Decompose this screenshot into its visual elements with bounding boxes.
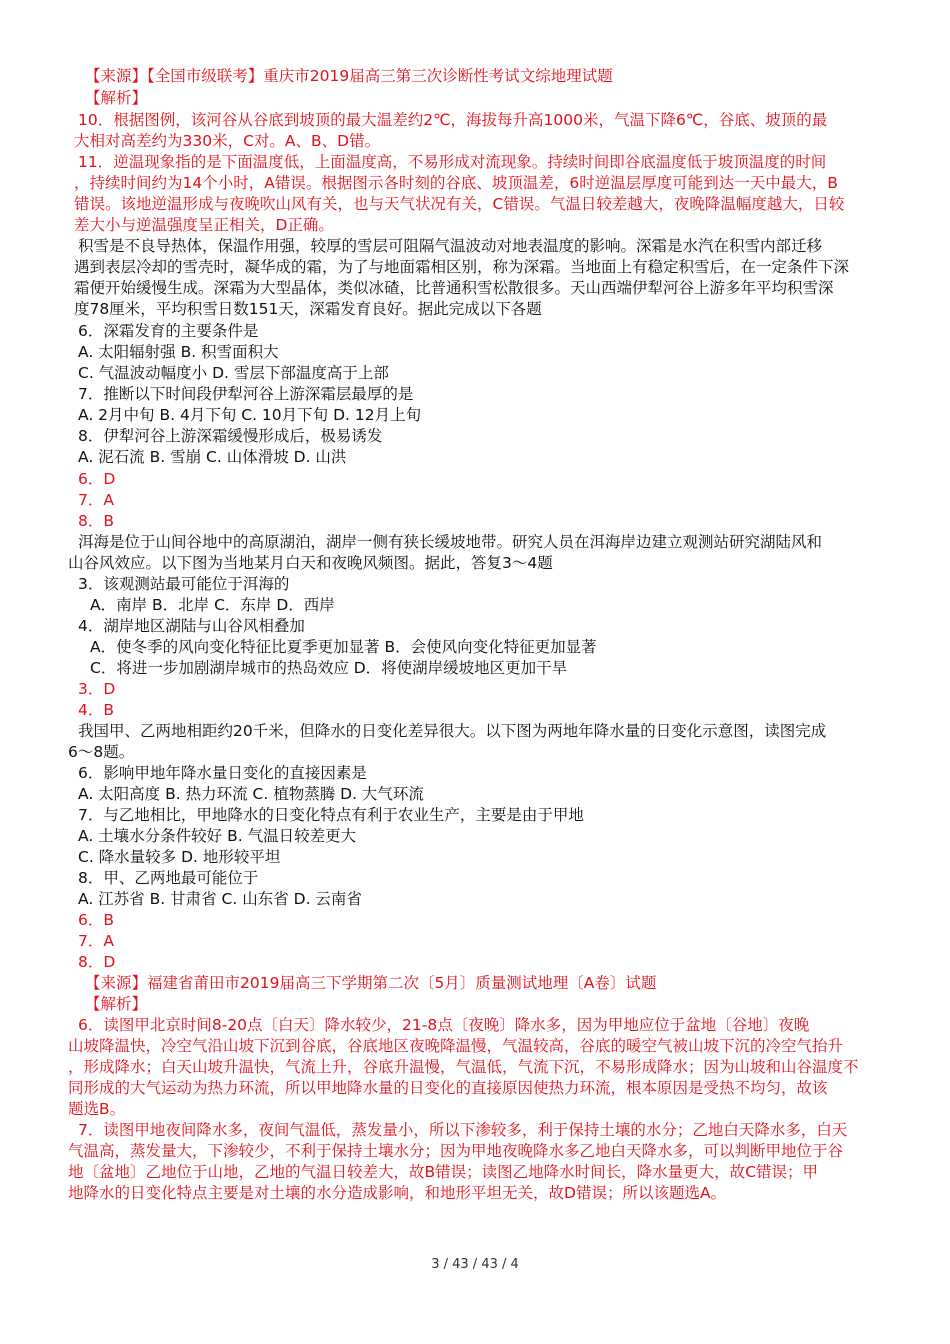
explanation-7-line-2: 气温高，蒸发量大，下渗较少，不利于保持土壤水分；因为甲地夜晚降水多乙地白天降水多，可以判断甲地位于谷 <box>68 1142 844 1160</box>
explanation-6-line-2: 山坡降温快，冷空气沿山坡下沉到谷底，谷底地区夜晚降温慢，气温较高，谷底的暖空气被山坡下沉的冷空气抬升 <box>68 1037 844 1055</box>
explanation-6-line-3: ，形成降水；白天山坡升温快，气流上升，谷底升温慢，气温低，气流下沉，不易形成降水；因为山坡和山谷温度不 <box>68 1058 859 1076</box>
frost-answer-7: 7．A <box>78 491 114 509</box>
frost-question-8: 8．伊犁河谷上游深霜缓慢形成后，极易诱发 <box>78 427 383 445</box>
erhai-question-3: 3．该观测站最可能位于洱海的 <box>78 575 290 593</box>
analysis-heading: 【解析】 <box>85 89 148 107</box>
rain-q7-options-2: C. 降水量较多 D. 地形较平坦 <box>78 848 281 866</box>
frost-q6-options-2: C. 气温波动幅度小 D. 雪层下部温度高于上部 <box>78 364 389 382</box>
explanation-6-line-1: 6．读图甲北京时间8-20点〔白天〕降水较少，21-8点〔夜晚〕降水多，因为甲地应位于盆地〔谷地〕夜晚 <box>78 1016 810 1034</box>
answer-10-line-2: 大相对高差约为330米，C对。A、B、D错。 <box>74 132 381 150</box>
erhai-passage-line-2: 山谷风效应。以下图为当地某月白天和夜晚风频图。据此，答复3～4题 <box>68 554 553 572</box>
rain-q6-options: A. 太阳高度 B. 热力环流 C. 植物蒸腾 D. 大气环流 <box>78 785 424 803</box>
rain-passage-line-2: 6～8题。 <box>68 743 135 761</box>
erhai-q4-options-2: C．将进一步加剧湖岸城市的热岛效应 D．将使湖岸缓坡地区更加干旱 <box>90 659 568 677</box>
source-line: 【来源】【全国市级联考】重庆市2019届高三第三次诊断性考试文综地理试题 <box>85 67 613 85</box>
frost-q7-options: A. 2月中旬 B. 4月下旬 C. 10月下旬 D. 12月上旬 <box>78 406 422 424</box>
rain-question-8: 8．甲、乙两地最可能位于 <box>78 869 259 887</box>
answer-11-line-3: 错误。该地逆温形成与夜晚吹山风有关，也与天气状况有关，C错误。气温日较差越大，夜晚降温幅度越大，日较 <box>74 195 845 213</box>
page-number-footer: 3 / 43 / 43 / 4 <box>431 1257 519 1272</box>
explanation-6-line-4: 同形成的大气运动为热力环流，所以甲地降水量的日变化的直接原因使热力环流，根本原因是受热不均匀，故该 <box>68 1079 828 1097</box>
rain-question-7: 7．与乙地相比，甲地降水的日变化特点有利于农业生产，主要是由于甲地 <box>78 806 584 824</box>
erhai-passage-line-1: 洱海是位于山间谷地中的高原湖泊，湖岸一侧有狭长缓坡地带。研究人员在洱海岸边建立观测站研究湖陆风和 <box>78 533 823 551</box>
frost-q6-options-1: A. 太阳辐射强 B. 积雪面积大 <box>78 343 279 361</box>
frost-answer-8: 8．B <box>78 512 114 530</box>
answer-11-line-2: ，持续时间约为14个小时，A错误。根据图示各时刻的谷底、坡顶温差，6时逆温层厚度可能到达一天中最大，B <box>74 174 838 192</box>
frost-question-7: 7．推断以下时间段伊犁河谷上游深霜层最厚的是 <box>78 385 414 403</box>
rain-passage-line-1: 我国甲、乙两地相距约20千米，但降水的日变化差异很大。以下图为两地年降水量的日变化示意图，读图完成 <box>78 722 827 740</box>
erhai-answer-3: 3．D <box>78 680 116 698</box>
frost-answer-6: 6．D <box>78 470 116 488</box>
explanation-7-line-4: 地降水的日变化特点主要是对土壤的水分造成影响，和地形平坦无关，故D错误；所以该题选A。 <box>68 1184 727 1202</box>
erhai-q4-options-1: A．使冬季的风向变化特征比夏季更加显著 B．会使风向变化特征更加显著 <box>90 638 597 656</box>
frost-passage-line-1: 积雪是不良导热体，保温作用强，较厚的雪层可阻隔气温波动对地表温度的影响。深霜是水汽在积雪内部迁移 <box>78 237 823 255</box>
rain-answer-8: 8．D <box>78 953 116 971</box>
source-line-2: 【来源】福建省莆田市2019届高三下学期第二次〔5月〕质量测试地理〔A卷〕试题 <box>85 974 657 992</box>
rain-answer-6: 6．B <box>78 911 114 929</box>
erhai-q3-options: A．南岸 B．北岸 C．东岸 D．西岸 <box>90 596 335 614</box>
frost-passage-line-2: 遇到表层冷却的雪壳时，凝华成的霜，为了与地面霜相区别，称为深霜。当地面上有稳定积雪后，在一定条件下深 <box>74 258 850 276</box>
explanation-6-line-5: 题选B。 <box>68 1100 126 1118</box>
erhai-question-4: 4．湖岸地区湖陆与山谷风相叠加 <box>78 617 305 635</box>
answer-11-line-4: 差大小与逆温强度呈正相关，D正确。 <box>74 216 334 234</box>
frost-passage-line-4: 度78厘米，平均积雪日数151天，深霜发育良好。据此完成以下各题 <box>74 300 542 318</box>
frost-question-6: 6．深霜发育的主要条件是 <box>78 322 259 340</box>
explanation-7-line-3: 地〔盆地〕乙地位于山地，乙地的气温日较差大，故B错误；读图乙地降水时间长，降水量更大，故C错误；甲 <box>68 1163 818 1181</box>
analysis-heading-2: 【解析】 <box>85 995 148 1013</box>
answer-11-line-1: 11．逆温现象指的是下面温度低，上面温度高，不易形成对流现象。持续时间即谷底温度低于坡顶温度的时间 <box>78 153 827 171</box>
rain-q8-options: A. 江苏省 B. 甘肃省 C. 山东省 D. 云南省 <box>78 890 362 908</box>
explanation-7-line-1: 7．读图甲地夜间降水多，夜间气温低，蒸发量小，所以下渗较多，利于保持土壤的水分；乙地白天降水多，白天 <box>78 1121 848 1139</box>
rain-q7-options-1: A. 土壤水分条件较好 B. 气温日较差更大 <box>78 827 357 845</box>
frost-q8-options: A. 泥石流 B. 雪崩 C. 山体滑坡 D. 山洪 <box>78 448 347 466</box>
rain-answer-7: 7．A <box>78 932 114 950</box>
rain-question-6: 6．影响甲地年降水量日变化的直接因素是 <box>78 764 367 782</box>
erhai-answer-4: 4．B <box>78 701 114 719</box>
frost-passage-line-3: 霜便开始缓慢生成。深霜为大型晶体，类似冰碴，比普通积雪松散很多。天山西端伊犁河谷上游多年平均积雪深 <box>74 279 834 297</box>
answer-10-line-1: 10．根据图例，该河谷从谷底到坡顶的最大温差约2℃，海拔每升高1000米，气温下降6℃，谷底、坡顶的最 <box>78 111 828 129</box>
